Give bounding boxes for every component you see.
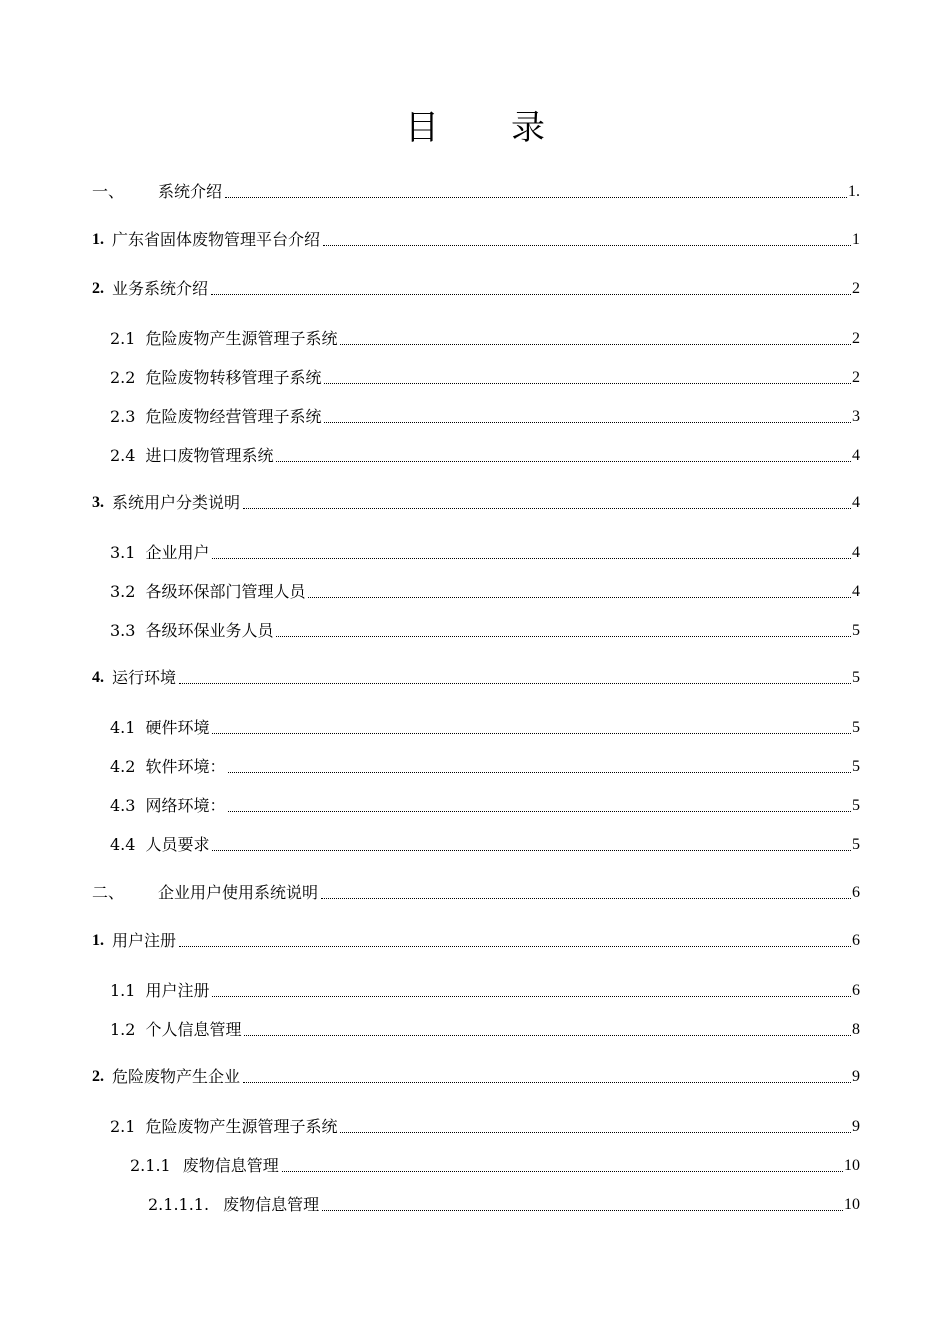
toc-entry[interactable]: [110, 718, 860, 738]
toc-entry[interactable]: [110, 1117, 860, 1137]
toc-entry-number: 2.1: [110, 329, 136, 348]
toc-entry-label: 各级环保业务人员: [145, 621, 274, 640]
toc-entry-page: 6: [852, 982, 860, 999]
toc-entry-page: 5: [852, 719, 860, 736]
toc-entry-page: 4: [852, 544, 860, 561]
toc-leader-dots: [228, 797, 851, 812]
toc-entry[interactable]: [110, 796, 860, 816]
toc-entry[interactable]: [148, 1195, 860, 1215]
toc-entry[interactable]: [110, 543, 860, 563]
toc-entry-page: 8: [852, 1021, 860, 1038]
toc-entry-label: 各级环保部门管理人员: [145, 582, 306, 601]
toc-entry-label: 网络环境：: [145, 796, 226, 815]
toc-entry-number: 3.3: [110, 621, 136, 640]
toc-entry-number: 3.1: [110, 543, 136, 562]
toc-entry-page: 6: [852, 884, 860, 901]
toc-entry-label: 个人信息管理: [145, 1020, 242, 1039]
toc-entry-label: 危险废物产生源管理子系统: [145, 1117, 338, 1136]
toc-leader-dots: [340, 330, 851, 345]
title-char-1: 目: [405, 108, 439, 148]
toc-entry-number: 2.2: [110, 368, 136, 387]
toc-entry-label: 用户注册: [145, 981, 210, 1000]
toc-leader-dots: [212, 836, 851, 851]
toc-entry-label: 危险废物产生企业: [112, 1067, 241, 1086]
toc-entry[interactable]: [110, 1020, 860, 1040]
toc-entry-label: 广东省固体废物管理平台介绍: [112, 230, 321, 249]
toc-entry-label: 业务系统介绍: [112, 279, 209, 298]
toc-entry-number: 4.: [92, 669, 104, 686]
toc-entry-number: 二、: [92, 883, 125, 902]
toc-entry-page: 9: [852, 1118, 860, 1135]
toc-leader-dots: [179, 932, 851, 947]
toc-leader-dots: [340, 1118, 851, 1133]
toc-entry-number: 2.: [92, 280, 104, 297]
toc-entry[interactable]: [92, 931, 860, 951]
toc-entry-page: 6: [852, 932, 860, 949]
toc-entry[interactable]: [110, 835, 860, 855]
toc-entry-number: 3.: [92, 494, 104, 511]
toc-entry[interactable]: [110, 981, 860, 1001]
toc-leader-dots: [228, 758, 851, 773]
toc-entry-number: 1.2: [110, 1020, 136, 1039]
toc-entry-label: 废物信息管理: [182, 1156, 279, 1175]
toc-entry-page: 4: [852, 583, 860, 600]
toc-entry-page: 10: [844, 1157, 860, 1174]
toc-entry[interactable]: [92, 182, 860, 202]
title-char-2: 录: [511, 108, 545, 148]
toc-leader-dots: [276, 447, 851, 462]
toc-leader-dots: [243, 1068, 851, 1083]
toc-entry-label: 危险废物经营管理子系统: [145, 407, 322, 426]
toc-entry-label: 危险废物转移管理子系统: [145, 368, 322, 387]
toc-entry-label: 系统用户分类说明: [112, 493, 241, 512]
toc-entry-number: 1.: [92, 231, 104, 248]
toc-entry[interactable]: [110, 582, 860, 602]
toc-leader-dots: [324, 369, 851, 384]
toc-entry-label: 进口废物管理系统: [145, 446, 274, 465]
toc-entry-page: 2: [852, 369, 860, 386]
toc-leader-dots: [322, 1196, 843, 1211]
toc-entry-label: 运行环境: [112, 668, 177, 687]
toc-entry[interactable]: [110, 329, 860, 349]
toc-entry-label: 危险废物产生源管理子系统: [145, 329, 338, 348]
toc-leader-dots: [212, 544, 851, 559]
toc-entry[interactable]: [110, 446, 860, 466]
toc-entry-number: 1.: [92, 932, 104, 949]
toc-entry-number: 4.4: [110, 835, 136, 854]
toc-entry-number: 2.4: [110, 446, 136, 465]
toc-entry-page: 5: [852, 622, 860, 639]
page-title: [0, 100, 950, 149]
toc-entry-number: 3.2: [110, 582, 136, 601]
toc-entry-label: 软件环境：: [145, 757, 226, 776]
toc-entry[interactable]: [130, 1156, 860, 1176]
toc-entry[interactable]: [92, 279, 860, 299]
toc-leader-dots: [225, 183, 847, 198]
toc-entry-number: 2.: [92, 1068, 104, 1085]
toc-entry-label: 废物信息管理: [223, 1195, 320, 1214]
toc-entry-number: 1.1: [110, 981, 136, 1000]
toc-entry-page: 4: [852, 447, 860, 464]
toc-entry-page: 1: [852, 231, 860, 248]
toc-entry-label: 人员要求: [145, 835, 210, 854]
toc-entry-page: 9: [852, 1068, 860, 1085]
toc-entry-page: 5: [852, 797, 860, 814]
toc-entry-label: 系统介绍: [158, 182, 223, 201]
toc-entry-label: 企业用户使用系统说明: [158, 883, 319, 902]
toc-entry-number: 4.3: [110, 796, 136, 815]
toc-leader-dots: [323, 231, 851, 246]
toc-entry-number: 2.1: [110, 1117, 136, 1136]
toc-entry[interactable]: [92, 668, 860, 688]
toc-leader-dots: [212, 719, 851, 734]
toc-leader-dots: [211, 280, 851, 295]
toc-leader-dots: [308, 583, 851, 598]
toc-entry[interactable]: [92, 493, 860, 513]
toc-entry-page: 2: [852, 330, 860, 347]
toc-leader-dots: [276, 622, 851, 637]
toc-entry-page: 5: [852, 669, 860, 686]
toc-entry-number: 2.1.1: [130, 1156, 171, 1175]
toc-leader-dots: [212, 982, 851, 997]
toc-entry-number: 一、: [92, 182, 125, 201]
toc-entry-page: 4: [852, 494, 860, 511]
toc-leader-dots: [324, 408, 851, 423]
toc-entry-label: 企业用户: [145, 543, 210, 562]
toc-leader-dots: [244, 1021, 851, 1036]
toc-entry-label: 用户注册: [112, 931, 177, 950]
toc-entry-page: 2: [852, 280, 860, 297]
toc-entry-page: 10: [844, 1196, 860, 1213]
toc-leader-dots: [282, 1157, 843, 1172]
toc-entry-page: 5: [852, 836, 860, 853]
toc-entry[interactable]: [110, 368, 860, 388]
toc-leader-dots: [243, 494, 851, 509]
toc-entry-page: 3: [852, 408, 860, 425]
toc-leader-dots: [321, 884, 851, 899]
toc-entry-page: 5: [852, 758, 860, 775]
toc-entry[interactable]: [92, 230, 860, 250]
toc-entry-number: 4.2: [110, 757, 136, 776]
toc-entry[interactable]: [110, 757, 860, 777]
toc-entry[interactable]: [92, 1067, 860, 1087]
toc-entry-number: 4.1: [110, 718, 136, 737]
toc-entry-number: 2.3: [110, 407, 136, 426]
toc-entry-page: 1.: [848, 183, 860, 200]
toc-entry[interactable]: [110, 407, 860, 427]
toc-entry-number: 2.1.1.1.: [148, 1195, 210, 1214]
toc-entry-label: 硬件环境: [145, 718, 210, 737]
toc-entry[interactable]: [110, 621, 860, 641]
toc-leader-dots: [179, 669, 851, 684]
toc-entry[interactable]: [92, 883, 860, 903]
